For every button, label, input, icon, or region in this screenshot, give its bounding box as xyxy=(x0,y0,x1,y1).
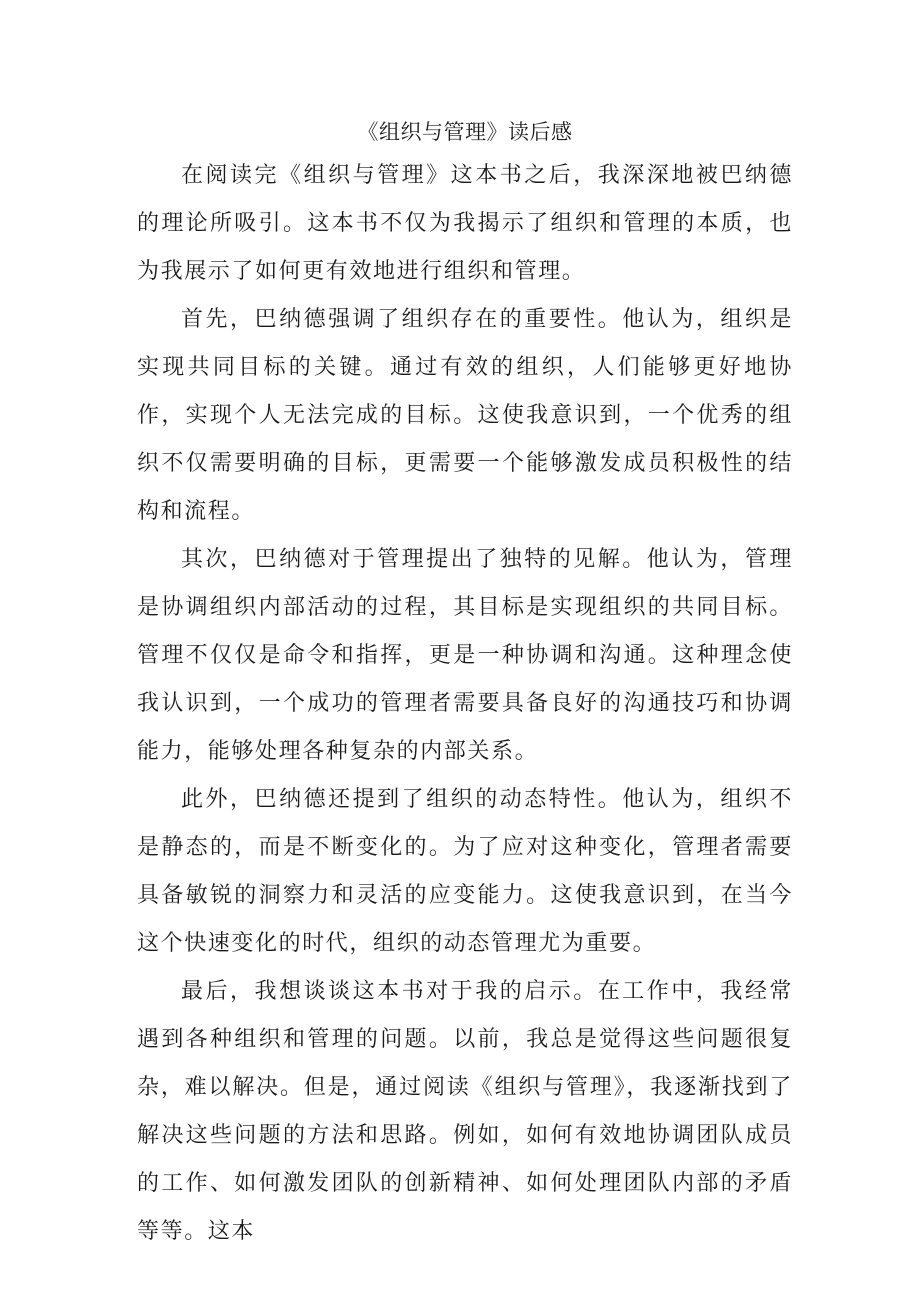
paragraph-intro: 在阅读完《组织与管理》这本书之后，我深深地被巴纳德的理论所吸引。这本书不仅为我揭示了组织和管理的本质，也为我展示了如何更有效地进行组织和管理。 xyxy=(137,163,793,284)
paragraph-personal-insight: 最后，我想谈谈这本书对于我的启示。在工作中，我经常遇到各种组织和管理的问题。以前，我总是觉得这些问题很复杂，难以解决。但是，通过阅读《组织与管理》，我逐渐找到了解决这些问题的方法和思路。例如，如何有效地协调团队成员的工作、如何激发团队的创新精神、如何处理团队内部的矛盾等等。这本 xyxy=(137,979,793,1244)
paragraph-management-view: 其次，巴纳德对于管理提出了独特的见解。他认为，管理是协调组织内部活动的过程，其目标是实现组织的共同目标。管理不仅仅是命令和指挥，更是一种协调和沟通。这种理念使我认识到，一个成功的管理者需要具备良好的沟通技巧和协调能力，能够处理各种复杂的内部关系。 xyxy=(137,547,793,764)
document-page xyxy=(137,112,793,1256)
document-title: 《组织与管理》读后感 xyxy=(357,120,573,144)
paragraph-organization-importance: 首先，巴纳德强调了组织存在的重要性。他认为，组织是实现共同目标的关键。通过有效的组织，人们能够更好地协作，实现个人无法完成的目标。这使我意识到，一个优秀的组织不仅需要明确的目标，更需要一个能够激发成员积极性的结构和流程。 xyxy=(137,307,793,524)
paragraph-dynamic-nature: 此外，巴纳德还提到了组织的动态特性。他认为，组织不是静态的，而是不断变化的。为了应对这种变化，管理者需要具备敏锐的洞察力和灵活的应变能力。这使我意识到，在当今这个快速变化的时代，组织的动态管理尤为重要。 xyxy=(137,787,793,956)
